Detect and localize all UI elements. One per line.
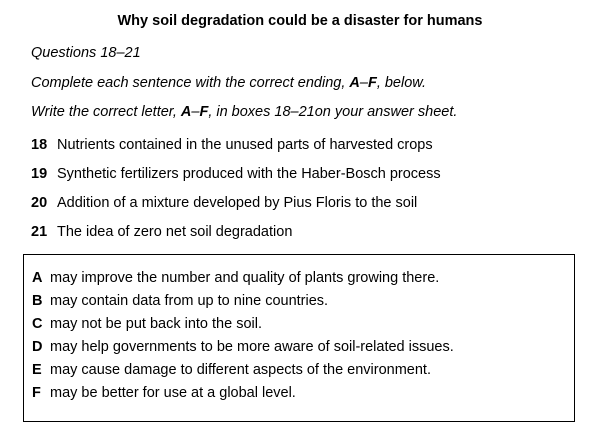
ending-text: may cause damage to different aspects of the environment. (50, 362, 431, 378)
ending-text: may be better for use at a global level. (50, 385, 296, 401)
ending-item (32, 362, 431, 378)
question-item (31, 195, 417, 211)
ending-item (32, 385, 296, 401)
write-instruction (31, 104, 457, 120)
question-item (31, 166, 441, 182)
ending-letter: F (32, 385, 41, 401)
ending-letter: D (32, 339, 43, 355)
write-instruction-prefix: Write the correct letter, (31, 104, 181, 120)
question-text: Addition of a mixture developed by Pius Floris to the soil (57, 195, 418, 211)
ending-text: may not be put back into the soil. (50, 316, 262, 332)
question-number: 19 (31, 166, 48, 182)
ending-letter: E (32, 362, 42, 378)
questions-range: Questions 18–21 (31, 45, 141, 61)
passage-title: Why soil degradation could be a disaster for humans (117, 13, 483, 29)
question-number: 20 (31, 195, 48, 211)
question-text: The idea of zero net soil degradation (57, 224, 293, 240)
letter-f-bold: F (367, 75, 377, 91)
question-item (31, 137, 433, 153)
question-number: 21 (31, 224, 48, 240)
ending-text: may help governments to be more aware of soil-related issues. (50, 339, 454, 355)
ending-text: may improve the number and quality of plants growing there. (50, 270, 440, 286)
complete-instruction (31, 75, 426, 91)
ending-letter: B (32, 293, 43, 309)
ending-item (32, 293, 328, 309)
letter-a-bold: A (180, 104, 192, 120)
ending-letter: C (32, 316, 43, 332)
ending-item (32, 270, 439, 286)
letter-a-bold: A (349, 75, 360, 91)
question-item (31, 224, 292, 240)
ending-text: may contain data from up to nine countries. (50, 293, 329, 309)
write-instruction-suffix: , in boxes 18–21on your answer sheet. (208, 104, 458, 120)
letter-f-bold: F (199, 104, 209, 120)
question-number: 18 (31, 137, 48, 153)
ending-item (32, 339, 454, 355)
dash: – (359, 75, 368, 91)
dash: – (191, 104, 200, 120)
ending-item (32, 316, 262, 332)
question-text: Nutrients contained in the unused parts of harvested crops (57, 137, 433, 153)
complete-instruction-prefix: Complete each sentence with the correct ending, (31, 75, 350, 91)
ending-letter: A (32, 270, 43, 286)
endings-box (23, 254, 575, 422)
question-text: Synthetic fertilizers produced with the Haber-Bosch process (57, 166, 441, 182)
complete-instruction-suffix: , below. (376, 75, 426, 91)
